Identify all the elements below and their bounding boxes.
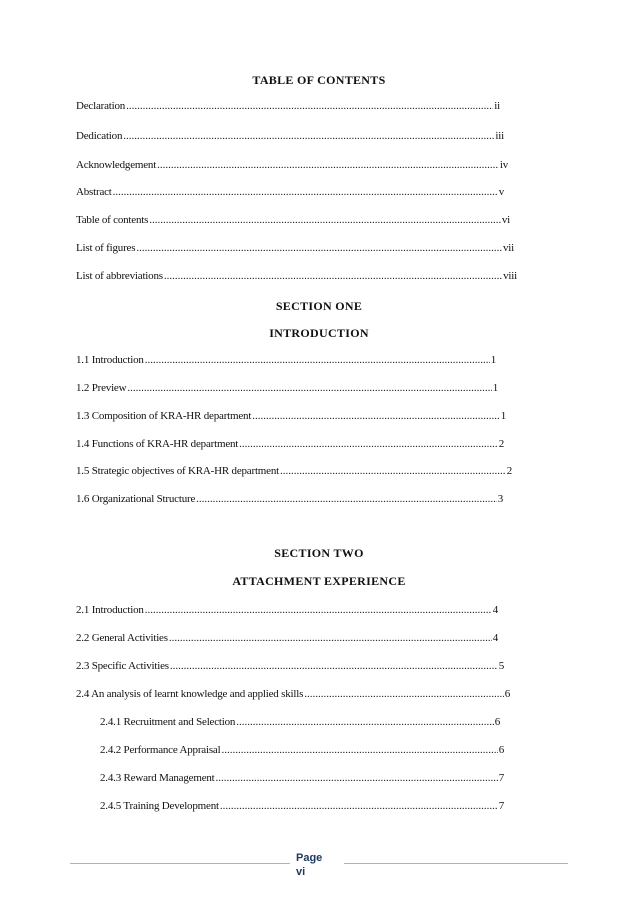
toc-entry-label: 1.5 Strategic objectives of KRA-HR department [76, 465, 280, 477]
toc-entry-page: 3 [497, 493, 503, 505]
toc-entry-abstract [76, 186, 504, 198]
toc-entry-page: 4 [492, 604, 498, 616]
dot-leader [169, 632, 492, 644]
toc-entry-label: 1.6 Organizational Structure [76, 493, 196, 505]
toc-entry-label: 2.3 Specific Activities [76, 660, 169, 672]
toc-entry-label: Dedication [76, 130, 123, 142]
toc-entry-page: 6 [494, 716, 500, 728]
toc-entry-declaration [76, 100, 500, 112]
toc-entry-page: 6 [504, 688, 510, 700]
toc-entry-label: 1.3 Composition of KRA-HR department [76, 410, 252, 422]
toc-entry-dedication [76, 130, 504, 142]
toc-entry-list-of-abbreviations [76, 270, 517, 282]
toc-entry-label: 2.2 General Activities [76, 632, 168, 644]
toc-entry-page: 2 [506, 465, 512, 477]
dot-leader [136, 242, 502, 254]
section-two-subheading: ATTACHMENT EXPERIENCE [232, 574, 406, 588]
section-one-heading: SECTION ONE [275, 299, 363, 313]
dot-leader [239, 438, 498, 450]
dot-leader [149, 214, 501, 226]
toc-entry-label: 2.4.5 Training Development [100, 800, 219, 812]
toc-entry-2-1 [76, 604, 498, 616]
toc-entry-page: 1 [490, 354, 496, 366]
footer-rule-left [70, 863, 290, 864]
toc-entry-label: List of figures [76, 242, 136, 254]
toc-entry-page: viii [503, 270, 517, 282]
section-one-subheading: INTRODUCTION [269, 326, 369, 340]
section-two-heading: SECTION TWO [274, 546, 364, 560]
toc-entry-1-2 [76, 382, 498, 394]
toc-entry-2-4-2 [100, 744, 504, 756]
dot-leader [216, 772, 498, 784]
dot-leader [280, 465, 506, 477]
dot-leader [113, 186, 498, 198]
toc-entry-page: iv [499, 159, 508, 171]
toc-entry-page: 1 [492, 382, 498, 394]
toc-entry-2-4-5 [100, 800, 504, 812]
toc-entry-page: 7 [498, 772, 504, 784]
toc-entry-1-5 [76, 465, 512, 477]
toc-entry-acknowledgement [76, 159, 508, 171]
toc-entry-page: 5 [498, 660, 504, 672]
toc-entry-label: List of abbreviations [76, 270, 163, 282]
toc-entry-page: ii [494, 100, 500, 112]
toc-entry-2-2 [76, 632, 498, 644]
toc-entry-1-1 [76, 354, 496, 366]
dot-leader [145, 354, 490, 366]
toc-entry-2-4 [76, 688, 510, 700]
toc-entry-2-4-3 [100, 772, 504, 784]
toc-entry-page: iii [495, 130, 504, 142]
toc-entry-label: 2.4.3 Reward Management [100, 772, 215, 784]
page-word: Page [296, 852, 323, 864]
dot-leader [220, 800, 498, 812]
toc-entry-page: 7 [498, 800, 504, 812]
toc-entry-page: vi [501, 214, 510, 226]
toc-entry-page: 6 [498, 744, 504, 756]
dot-leader [145, 604, 492, 616]
footer-rule-right [344, 863, 568, 864]
toc-entry-label: 2.1 Introduction [76, 604, 144, 616]
toc-entry-page: 1 [500, 410, 506, 422]
page-number [296, 851, 340, 879]
toc-entry-2-4-1 [100, 716, 500, 728]
toc-entry-table-of-contents [76, 214, 510, 226]
toc-entry-1-3 [76, 410, 506, 422]
page-number-value: vi [296, 866, 306, 878]
toc-entry-page: 2 [498, 438, 504, 450]
dot-leader [252, 410, 499, 422]
dot-leader [221, 744, 497, 756]
toc-entry-1-6 [76, 493, 503, 505]
dot-leader [123, 130, 494, 142]
dot-leader [304, 688, 504, 700]
toc-entry-label: 2.4.1 Recruitment and Selection [100, 716, 236, 728]
toc-entry-label: Abstract [76, 186, 112, 198]
dot-leader [170, 660, 498, 672]
toc-entry-label: 2.4 An analysis of learnt knowledge and applied skills [76, 688, 304, 700]
toc-entry-label: 1.4 Functions of KRA-HR department [76, 438, 239, 450]
dot-leader [127, 382, 491, 394]
toc-entry-1-4 [76, 438, 504, 450]
dot-leader [157, 159, 499, 171]
toc-entry-label: Acknowledgement [76, 159, 157, 171]
toc-entry-label: 1.1 Introduction [76, 354, 144, 366]
toc-entry-page: v [498, 186, 504, 198]
dot-leader [236, 716, 493, 728]
toc-entry-label: 1.2 Preview [76, 382, 127, 394]
toc-entry-page: vii [502, 242, 514, 254]
toc-entry-2-3 [76, 660, 504, 672]
toc-entry-label: Table of contents [76, 214, 149, 226]
page-title: TABLE OF CONTENTS [252, 73, 386, 87]
dot-leader [126, 100, 493, 112]
dot-leader [196, 493, 497, 505]
toc-entry-list-of-figures [76, 242, 514, 254]
toc-entry-label: Declaration [76, 100, 126, 112]
dot-leader [164, 270, 502, 282]
toc-entry-page: 4 [492, 632, 498, 644]
toc-entry-label: 2.4.2 Performance Appraisal [100, 744, 221, 756]
